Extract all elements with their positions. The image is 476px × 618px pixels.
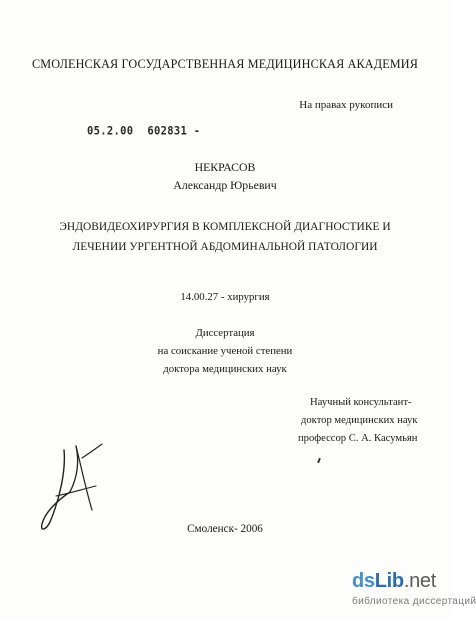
stamp-date: 05.2.00 (87, 124, 134, 138)
consultant-role: Научный консультант- (310, 397, 412, 408)
ink-mark (317, 458, 321, 463)
dissertation-type: Диссертация (195, 327, 255, 339)
author-given-names: Александр Юрьевич (173, 178, 277, 192)
logo-net: .net (403, 570, 437, 592)
logo-lib: Lib (374, 570, 404, 592)
author-surname: НЕКРАСОВ (194, 160, 256, 174)
dissertation-purpose: на соискание ученой степени (157, 345, 293, 357)
logo-ds: ds (352, 570, 375, 592)
dslib-watermark (352, 570, 476, 614)
library-stamp (87, 125, 200, 137)
dissertation-title-line-2: ЛЕЧЕНИИ УРГЕНТНОЙ АБДОМИНАЛЬНОЙ ПАТОЛОГИИ (72, 241, 378, 253)
handwritten-signature (36, 440, 108, 536)
institution-name: СМОЛЕНСКАЯ ГОСУДАРСТВЕННАЯ МЕДИЦИНСКАЯ АКАДЕМИЯ (31, 57, 419, 71)
consultant-degree: доктор медицинских наук (301, 415, 418, 426)
consultant-name: профессор С. А. Касумьян (298, 433, 418, 444)
stamp-number: 602831 - (147, 124, 201, 138)
dissertation-degree: доктора медицинских наук (163, 363, 287, 375)
watermark-subtitle: библиотека диссертаций (352, 596, 476, 607)
scientific-consultant-block (298, 394, 418, 448)
dslib-logo (352, 570, 436, 593)
manuscript-rights-note: На правах рукописи (299, 99, 393, 111)
dissertation-title-line-1: ЭНДОВИДЕОХИРУРГИЯ В КОМПЛЕКСНОЙ ДИАГНОСТИКЕ И (59, 221, 391, 233)
city-and-year: Смоленск- 2006 (187, 523, 263, 535)
specialty-code: 14.00.27 - хирургия (180, 291, 270, 303)
